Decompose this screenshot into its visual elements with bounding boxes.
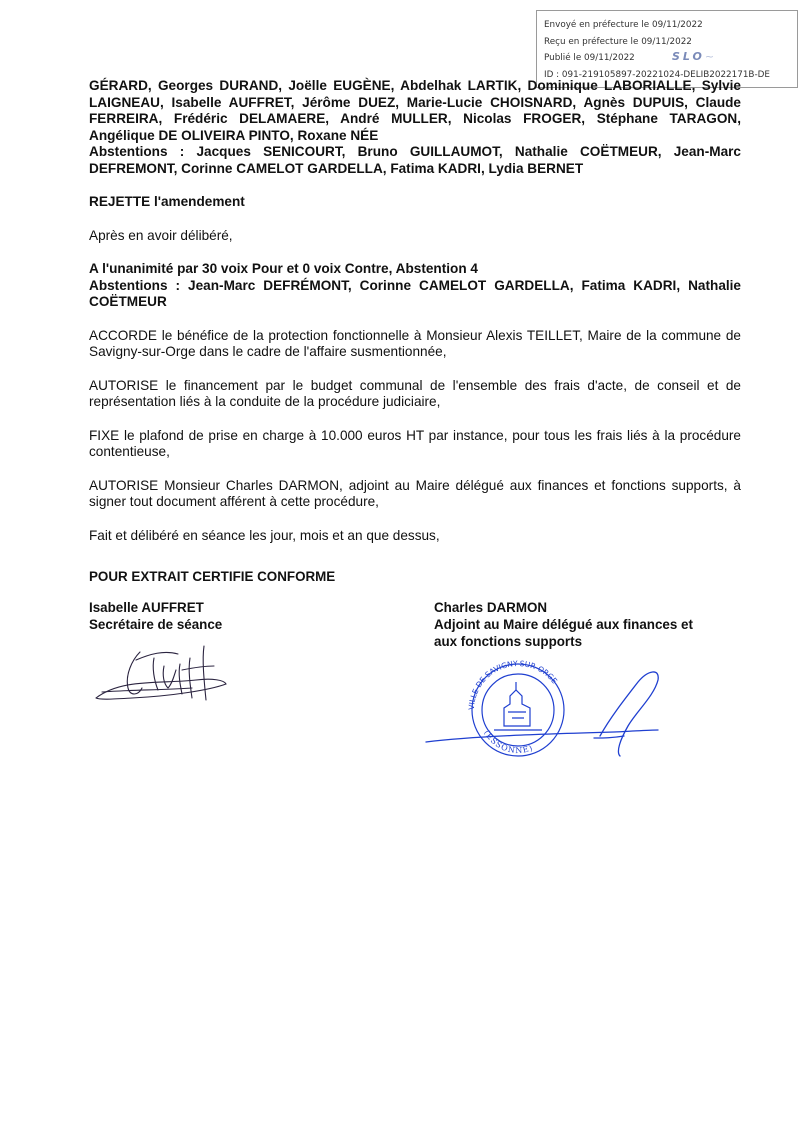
autorise-financement-paragraph: AUTORISE le financement par le budget communal de l'ensemble des frais d'acte, de conseil et de représentation liés à la conduite de la procédure judiciaire, [89, 377, 741, 409]
signature-left [92, 640, 232, 710]
abstentions-first: Abstentions : Jacques SENICOURT, Bruno GUILLAUMOT, Nathalie COËTMEUR, Jean-Marc DEFREMONT, Corinne CAMELOT GARDELLA, Fatima KADRI, Lydia BERNET [89, 144, 741, 176]
unanimite-line: A l'unanimité par 30 voix Pour et 0 voix Contre, Abstention 4 [89, 261, 478, 276]
fixe-paragraph: FIXE le plafond de prise en charge à 10.000 euros HT par instance, pour tous les frais liés à la procédure contentieuse, [89, 427, 741, 459]
stamp-id: ID : 091-219105897-20221024-DELIB2022171B-DE [544, 69, 770, 80]
vote-names: GÉRARD, Georges DURAND, Joëlle EUGÈNE, Abdelhak LARTIK, Dominique LABORIALLE, Sylvie LAIGNEAU, Isabelle AUFFRET, Jérôme DUEZ, Marie-Lucie CHOISNARD, Agnès DUPUIS, Claude FERREIRA, Frédéric DELAMAERE, André MULLER, Nicolas FROGER, Stéphane TARAGON, Angélique DE OLIVEIRA PINTO, Roxane NÉE [89, 78, 741, 143]
rejette-line: REJETTE l'amendement [89, 194, 245, 209]
signatory-right [434, 599, 693, 650]
official-seal-and-signature [424, 660, 674, 765]
signature-right [426, 672, 658, 756]
stamp-received: Reçu en préfecture le 09/11/2022 [544, 36, 692, 47]
accorde-paragraph: ACCORDE le bénéfice de la protection fonctionnelle à Monsieur Alexis TEILLET, Maire de la commune de Savigny-sur-Orge dans le cadre de l'affaire susmentionnée, [89, 327, 741, 359]
svg-text:VILLE DE SAVIGNY-SUR-ORGE [467, 660, 559, 710]
fait-line: Fait et délibéré en séance les jour, mois et an que dessus, [89, 527, 440, 543]
signatory-left-name: Isabelle AUFFRET [89, 600, 204, 615]
seal-text-top: VILLE DE SAVIGNY-SUR-ORGE [466, 660, 560, 711]
stamp-published: Publié le 09/11/2022 [544, 53, 635, 63]
signatory-right-role-1: Adjoint au Maire délégué aux finances et [434, 617, 693, 632]
extrait-certifie: POUR EXTRAIT CERTIFIE CONFORME [89, 569, 336, 584]
apres-line: Après en avoir délibéré, [89, 227, 233, 243]
stamp-sent: Envoyé en préfecture le 09/11/2022 [544, 20, 703, 30]
signatory-left [89, 599, 222, 633]
svg-text:(ESSONNE) [482, 729, 534, 756]
prefecture-stamp [536, 10, 798, 88]
slo-logo: SLO~ [672, 50, 718, 63]
autorise-signature-paragraph: AUTORISE Monsieur Charles DARMON, adjoint au Maire délégué aux finances et fonctions supports, à signer tout document afférent à cette procédure, [89, 477, 741, 509]
seal-text-bottom: (ESSONNE) [482, 728, 535, 756]
deliberation-body [89, 78, 741, 544]
signatory-left-role: Secrétaire de séance [89, 617, 223, 632]
abstentions-second: Abstentions : Jean-Marc DEFRÉMONT, Corinne CAMELOT GARDELLA, Fatima KADRI, Nathalie COËTMEUR [89, 277, 741, 309]
signatory-right-name: Charles DARMON [434, 600, 548, 615]
signatory-right-role-2: aux fonctions supports [434, 634, 583, 649]
